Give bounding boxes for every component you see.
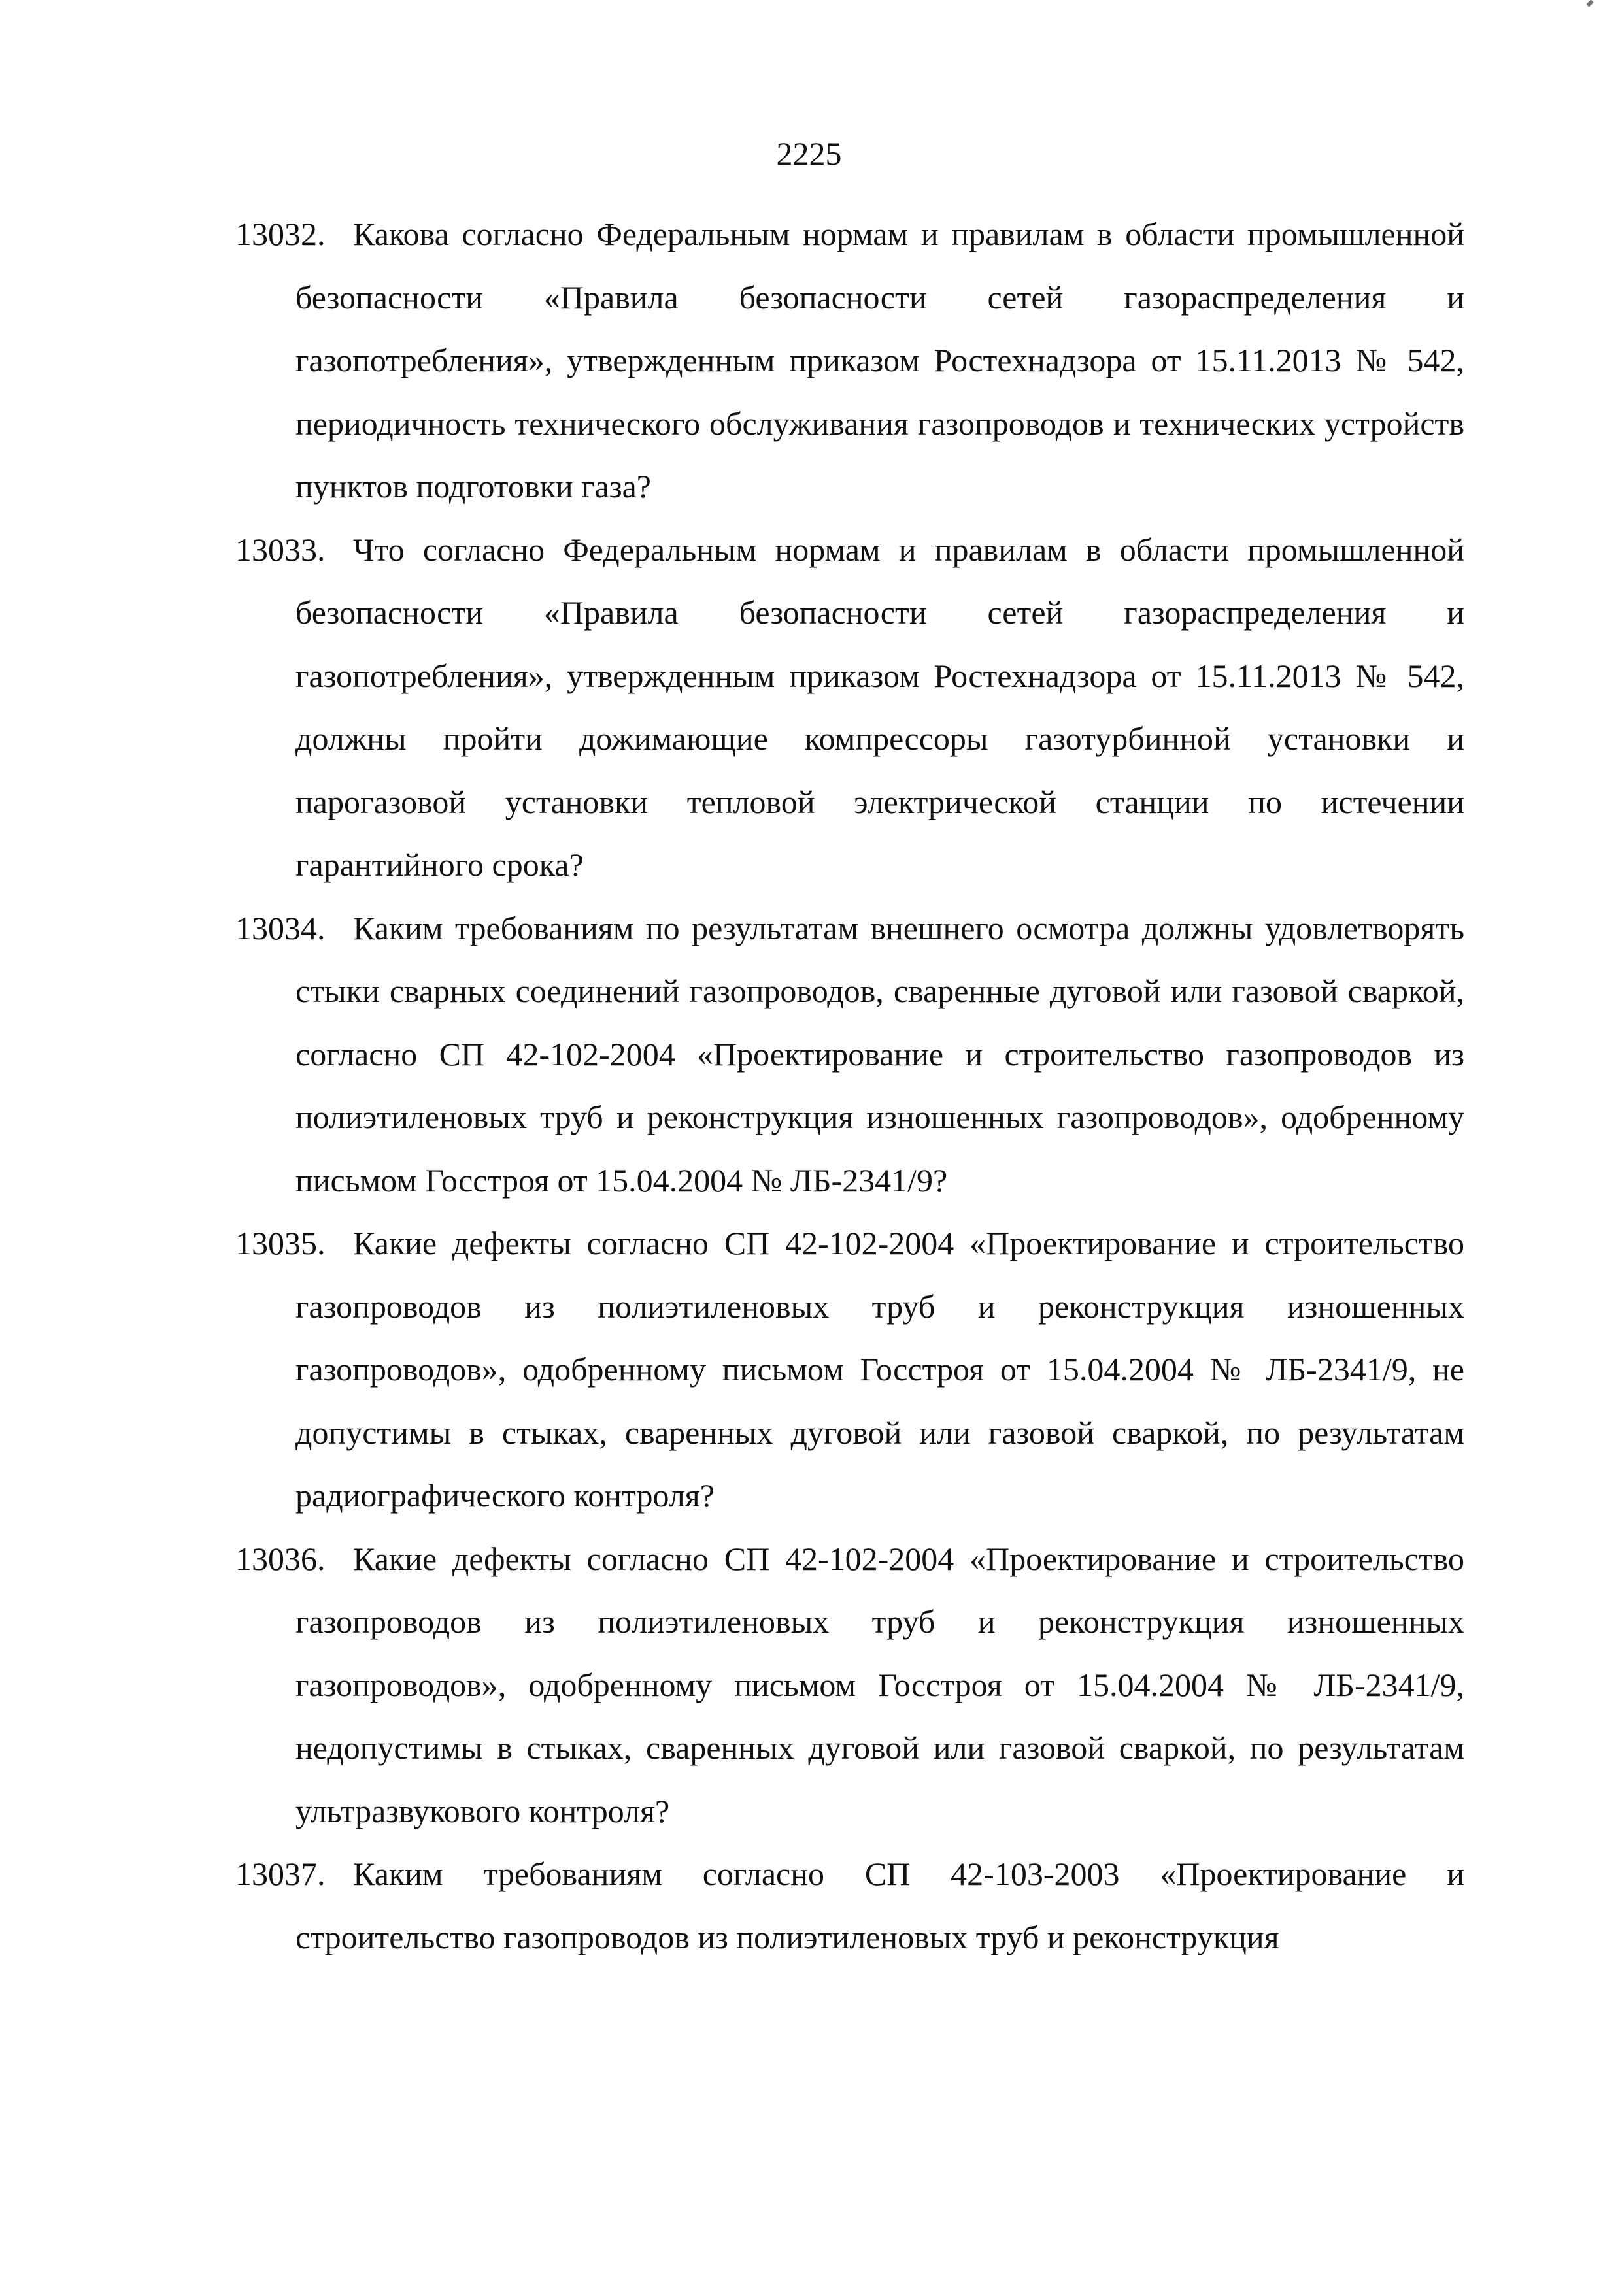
question-item [235,1842,1464,1969]
question-number: 13034. [235,909,326,946]
page-number: 2225 [776,135,842,172]
question-number: 13036. [235,1540,326,1577]
question-text: Какова согласно Федеральным нормам и правилам в области промышленной безопасности «Правила безопасности сетей газораспределения и газопотребления», утвержденным приказом Ростехнадзора от 15.11.2013 № 542, периодичность технического обслуживания газопроводов и технических устройств пунктов подготовки газа? [295,216,1464,505]
question-number: 13037. [235,1855,326,1892]
question-text: Что согласно Федеральным нормам и правилам в области промышленной безопасности «Правила безопасности сетей газораспределения и газопотребления», утвержденным приказом Ростехнадзора от 15.11.2013 № 542, должны пройти дожимающие компрессоры газотурбинной установки и парогазовой установки тепловой электрической станции по истечении гарантийного срока? [295,531,1464,883]
question-item [235,518,1464,897]
question-item [235,203,1464,518]
question-text: Каким требованиям по результатам внешнего осмотра должны удовлетворять стыки сварных соединений газопроводов, сваренные дуговой или газовой сваркой, согласно СП 42-102-2004 «Проектирование и строительство газопроводов из полиэтиленовых труб и реконструкция изношенных газопроводов», одобренному письмом Госстроя от 15.04.2004 № ЛБ-2341/9? [295,909,1464,1199]
question-item [235,897,1464,1212]
question-number: 13033. [235,531,326,568]
question-item [235,1527,1464,1843]
question-text: Каким требованиям согласно СП 42-103-2003 «Проектирование и строительство газопроводов из полиэтиленовых труб и реконструкция [295,1855,1464,1955]
question-number: 13032. [235,216,326,252]
scan-mark [1586,0,1593,7]
question-list [235,203,1464,1969]
question-number: 13035. [235,1225,326,1261]
question-item [235,1212,1464,1527]
question-text: Какие дефекты согласно СП 42-102-2004 «Проектирование и строительство газопроводов из полиэтиленовых труб и реконструкция изношенных газопроводов», одобренному письмом Госстроя от 15.04.2004 № ЛБ-2341/9, недопустимы в стыках, сваренных дуговой или газовой сваркой, по результатам ультразвукового контроля? [295,1540,1464,1829]
question-text: Какие дефекты согласно СП 42-102-2004 «Проектирование и строительство газопроводов из полиэтиленовых труб и реконструкция изношенных газопроводов», одобренному письмом Госстроя от 15.04.2004 № ЛБ-2341/9, не допустимы в стыках, сваренных дуговой или газовой сваркой, по результатам радиографического контроля? [295,1225,1464,1514]
